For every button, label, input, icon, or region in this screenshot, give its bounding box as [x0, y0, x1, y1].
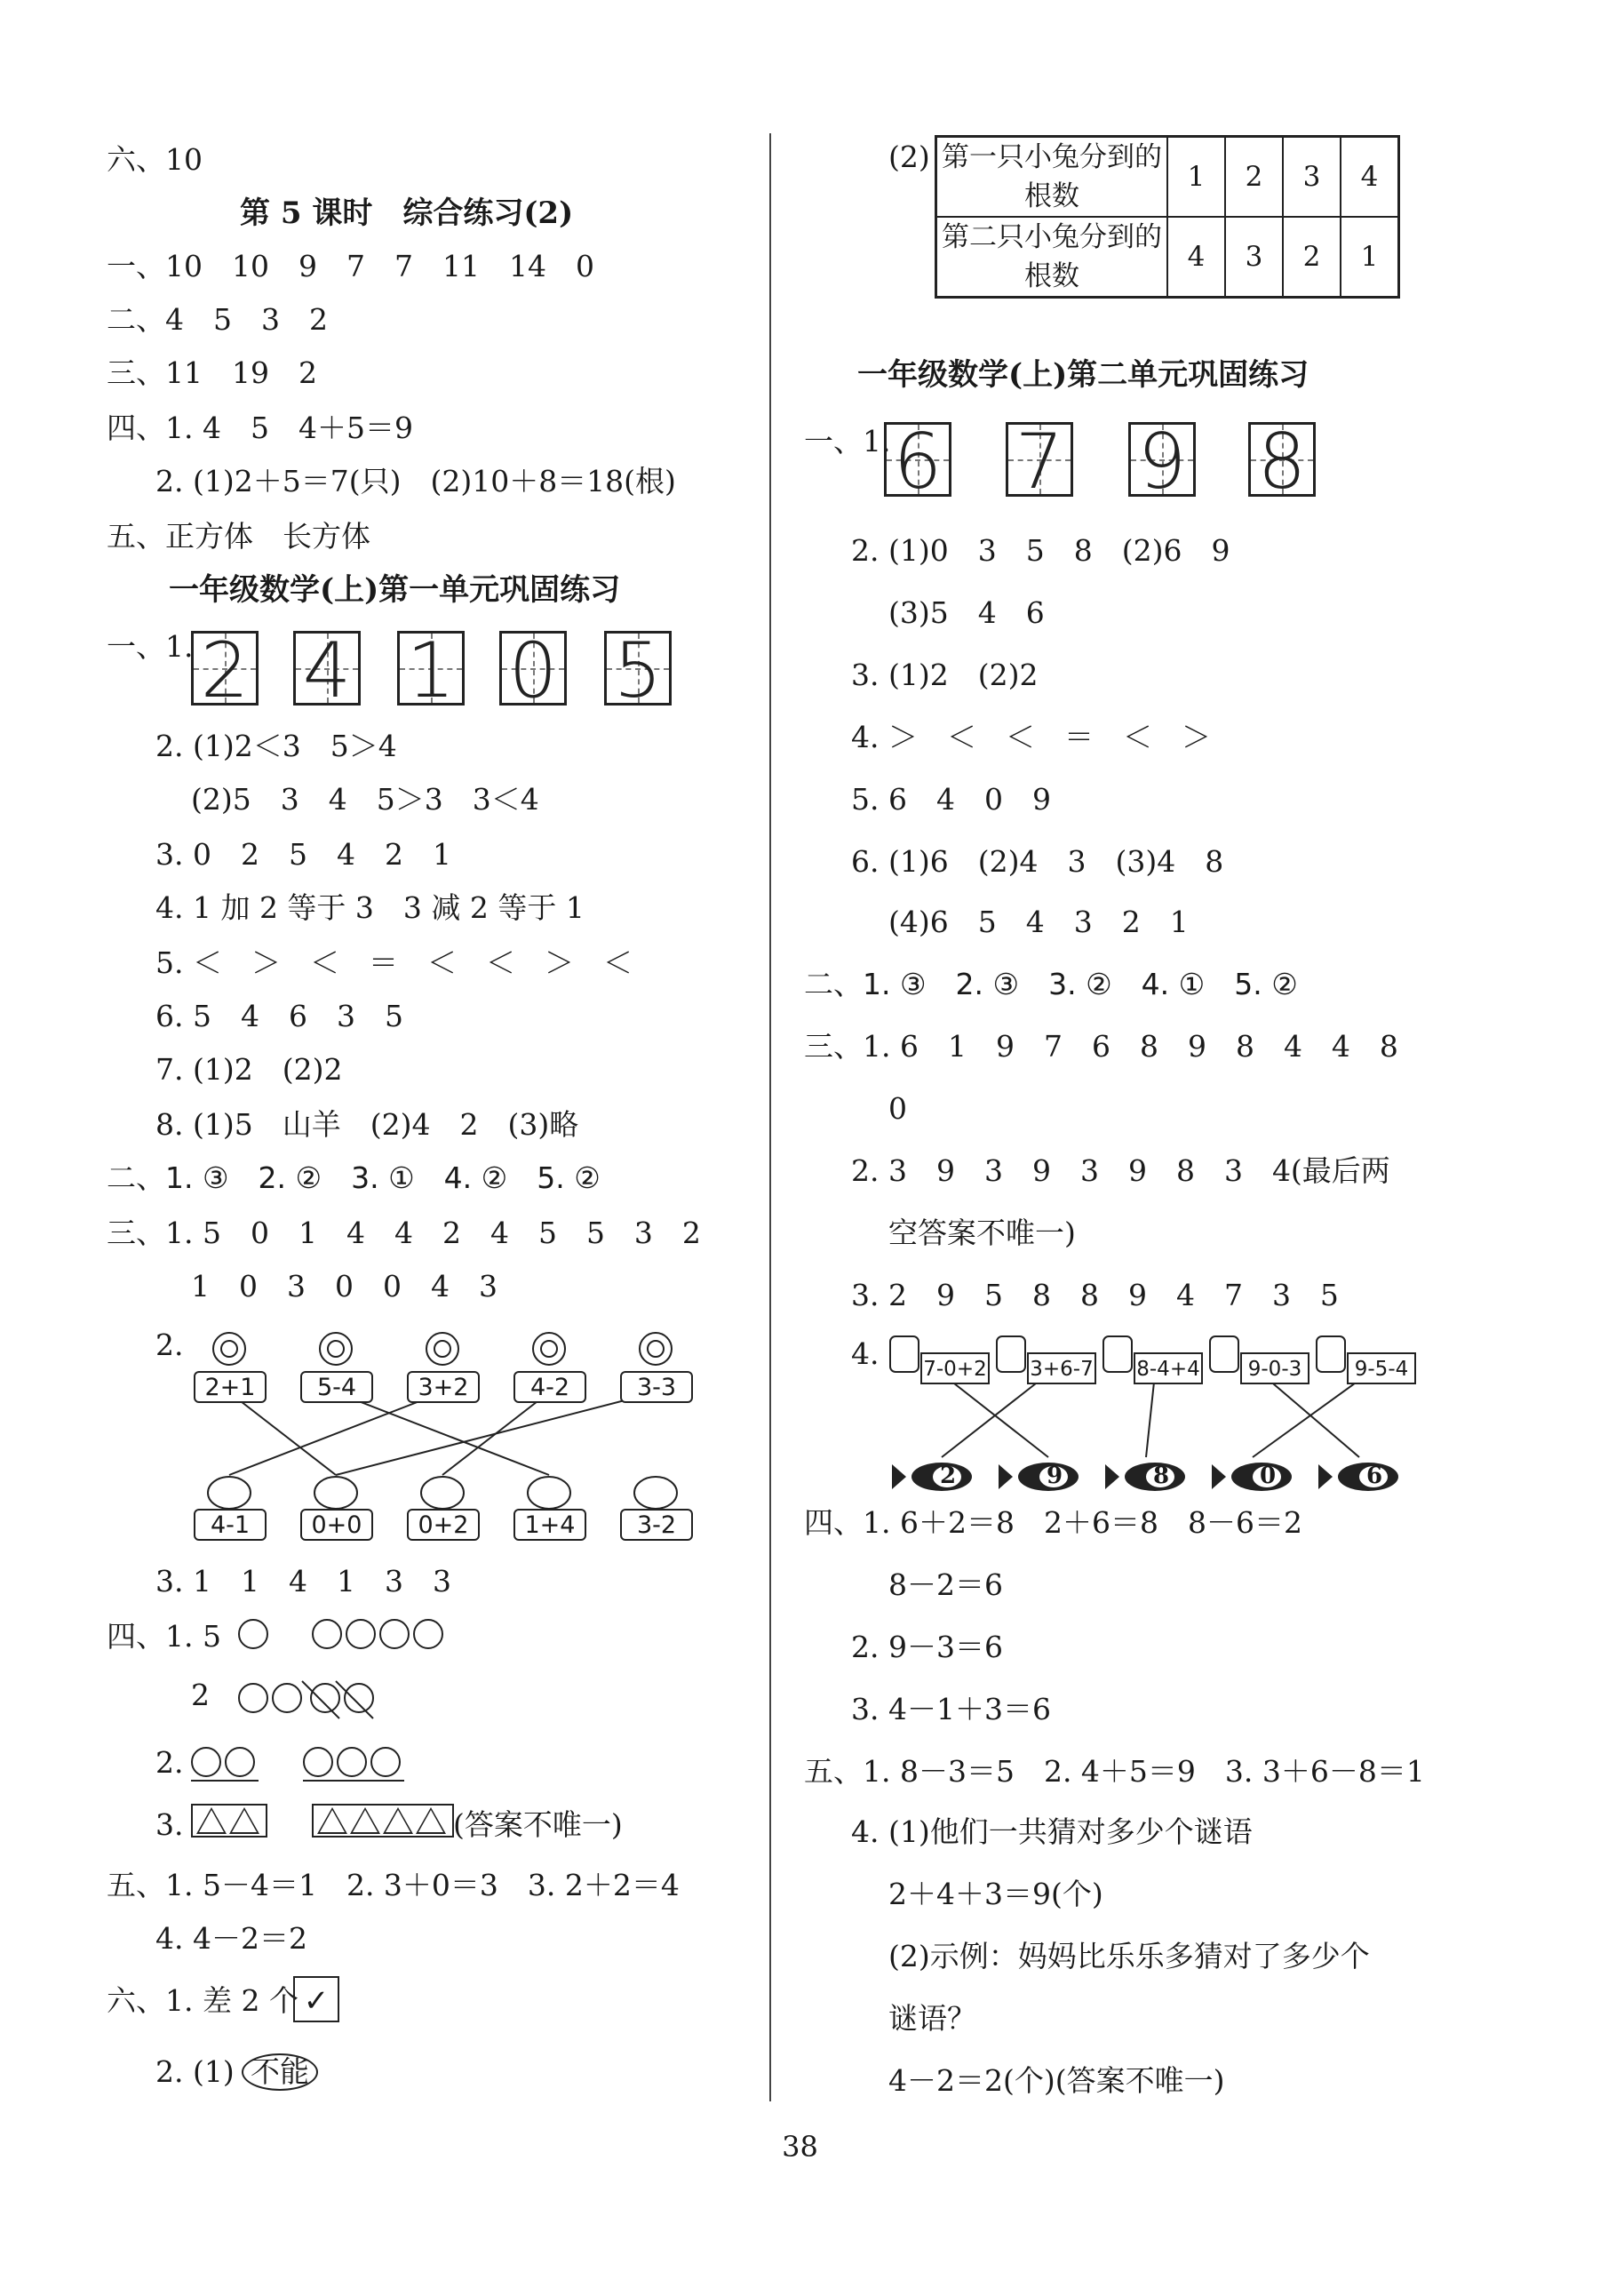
column-divider — [769, 133, 771, 2101]
answer-line: 2. (1)2＋5＝7(只) (2)10＋8＝18(根) — [155, 464, 676, 498]
fish-number: 2 — [939, 1463, 957, 1489]
answer-line: 5. ＜ ＞ ＜ ＝ ＜ ＜ ＞ ＜ — [155, 945, 633, 980]
table-cell: 2 — [1283, 217, 1341, 298]
circle-group-crossed — [238, 1683, 378, 1713]
writing-box: 0 — [499, 631, 567, 706]
answer-line: 四、1. 4 5 4＋5＝9 — [107, 411, 413, 445]
answer-line: 1 0 3 0 0 4 3 — [191, 1269, 498, 1303]
answer-line: 2＋4＋3＝9(个) — [888, 1877, 1103, 1911]
answer-line: 4－2＝2(个)(答案不唯一) — [888, 2063, 1225, 2098]
circle-shape — [346, 1619, 376, 1649]
answer-line: 四、1. 6＋2＝8 2＋6＝8 8－6＝2 — [804, 1505, 1302, 1540]
answer-line: 3. 4－1＋3＝6 — [851, 1692, 1051, 1726]
pig-tag: 1+4 — [513, 1509, 586, 1541]
snail-tag: 5-4 — [300, 1371, 373, 1403]
circle-shape — [312, 1619, 342, 1649]
circle-shape — [225, 1747, 255, 1777]
answer-line: 五、1. 8－3＝5 2. 4＋5＝9 3. 3＋6－8＝1 — [804, 1754, 1425, 1789]
oval-answer: 不能 — [242, 2053, 318, 2091]
answer-line: 2. — [155, 1327, 184, 1362]
answer-line: 2 — [191, 1678, 210, 1712]
answer-line: 8－2＝6 — [888, 1567, 1003, 1602]
line-liu-10: 六、10 — [107, 142, 203, 177]
snail-tag: 2+1 — [194, 1371, 267, 1403]
pig-tag: 0+2 — [407, 1509, 480, 1541]
answer-line: 二、1. ③ 2. ③ 3. ② 4. ① 5. ② — [804, 967, 1298, 1001]
answer-line: 三、1. 6 1 9 7 6 8 9 8 4 4 8 — [804, 1029, 1398, 1064]
answer-line: (2)5 3 4 5＞3 3＜4 — [191, 782, 539, 817]
answer-line: (4)6 5 4 3 2 1 — [888, 905, 1189, 939]
oval-answer-wrap — [242, 2053, 318, 2092]
answer-line: 6. 5 4 6 3 5 — [155, 999, 403, 1033]
pig-tag: 3-2 — [620, 1509, 693, 1541]
answer-line: 二、4 5 3 2 — [107, 302, 328, 337]
pig-tag: 4-1 — [194, 1509, 267, 1541]
answer-line: (3)5 4 6 — [888, 595, 1045, 630]
rabbit-table — [935, 135, 1400, 299]
answer-line: 3. 2 9 5 8 8 9 4 7 3 5 — [851, 1278, 1339, 1312]
snail-tag: 4-2 — [513, 1371, 586, 1403]
underlined-circles — [191, 1747, 404, 1782]
fish-number: 6 — [1365, 1463, 1383, 1489]
writing-box: 4 — [293, 631, 361, 706]
answer-line: 2. — [155, 1745, 184, 1780]
answer-line: 二、1. ③ 2. ② 3. ① 4. ② 5. ② — [107, 1160, 601, 1195]
table-row — [936, 137, 1399, 218]
circle-shape — [191, 1747, 221, 1777]
circle-shape — [337, 1747, 367, 1777]
answer-line: 6. (1)6 (2)4 3 (3)4 8 — [851, 844, 1224, 879]
answer-note: (答案不唯一) — [453, 1807, 623, 1842]
circle-group — [238, 1619, 447, 1649]
answer-line: 一、1. — [107, 629, 194, 664]
answer-line: 3. 1 1 4 1 3 3 — [155, 1564, 451, 1598]
circle-shape — [413, 1619, 443, 1649]
table-cell: 3 — [1225, 217, 1283, 298]
unit2-title: 一年级数学(上)第二单元巩固练习 — [857, 357, 1309, 393]
matching-lines — [187, 1324, 720, 1582]
answer-line: 0 — [888, 1091, 907, 1126]
answer-line: 4. — [851, 1336, 880, 1371]
answer-line: 5. 6 4 0 9 — [851, 782, 1051, 817]
writing-box: 6 — [884, 422, 951, 497]
writing-box: 5 — [604, 631, 672, 706]
circle-shape — [370, 1747, 401, 1777]
answer-line: 2. (1) — [155, 2054, 235, 2089]
answer-line: 7. (1)2 (2)2 — [155, 1052, 343, 1087]
answer-line: 3. — [155, 1807, 184, 1842]
cat-tag: 8-4+4 — [1134, 1352, 1203, 1384]
answer-line: 一、1. — [804, 424, 891, 458]
answer-line: 四、1. 5 — [107, 1619, 221, 1654]
answer-line: 3. (1)2 (2)2 — [851, 658, 1039, 692]
triangle-boxes — [191, 1804, 454, 1838]
answer-line: 六、1. 差 2 个 — [107, 1983, 299, 2018]
circle-shape — [238, 1619, 268, 1649]
writing-box: 1 — [397, 631, 465, 706]
table-row-label: 第一只小兔分到的根数 — [936, 137, 1168, 218]
answer-line: 五、1. 5－4＝1 2. 3＋0＝3 3. 2＋2＝4 — [107, 1868, 680, 1902]
answer-line: 4. ＞ ＜ ＜ ＝ ＜ ＞ — [851, 720, 1211, 754]
table-cell: 2 — [1225, 137, 1283, 218]
cat-tag: 7-0+2 — [920, 1352, 990, 1384]
answer-line: 8. (1)5 山羊 (2)4 2 (3)略 — [155, 1107, 579, 1142]
answer-line: 空答案不唯一) — [888, 1216, 1076, 1250]
answer-line: 4. 1 加 2 等于 3 3 减 2 等于 1 — [155, 890, 585, 925]
fish-number: 0 — [1259, 1463, 1277, 1489]
writing-box: 9 — [1128, 422, 1196, 497]
table-cell: 4 — [1341, 137, 1399, 218]
circle-shape — [379, 1619, 410, 1649]
cat-tag: 3+6-7 — [1027, 1352, 1096, 1384]
triangle-box — [191, 1804, 267, 1838]
snail-tag: 3-3 — [620, 1371, 693, 1403]
writing-box: 8 — [1248, 422, 1316, 497]
table-row-label: 第二只小兔分到的根数 — [936, 217, 1168, 298]
answer-line: 三、1. 5 0 1 4 4 2 4 5 5 3 2 — [107, 1216, 701, 1250]
circle-shape — [303, 1747, 333, 1777]
answer-line: 2. (1)2＜3 5＞4 — [155, 729, 397, 763]
lesson-title: 第 5 课时 综合练习(2) — [240, 195, 574, 231]
answer-line: 3. 0 2 5 4 2 1 — [155, 837, 451, 872]
answer-line: (2) — [888, 140, 930, 174]
answer-line: (2)示例：妈妈比乐乐多猜对了多少个 — [888, 1939, 1370, 1973]
writing-box: 2 — [191, 631, 259, 706]
cat-tag: 9-5-4 — [1347, 1352, 1416, 1384]
table-cell: 4 — [1167, 217, 1225, 298]
answer-line: 五、正方体 长方体 — [107, 519, 370, 554]
table-cell: 1 — [1341, 217, 1399, 298]
fish-number: 8 — [1152, 1463, 1170, 1489]
answer-line: 谜语？ — [888, 2001, 976, 2036]
page-number: 38 — [782, 2130, 818, 2164]
answer-line: 三、11 19 2 — [107, 355, 317, 390]
answer-line: 4. (1)他们一共猜对多少个谜语 — [851, 1814, 1253, 1849]
pig-tag: 0+0 — [300, 1509, 373, 1541]
answer-line: 2. 9－3＝6 — [851, 1630, 1003, 1664]
cross-marks — [238, 1678, 416, 1722]
triangle-box — [312, 1804, 454, 1838]
fish-number: 9 — [1046, 1463, 1063, 1489]
writing-box: 7 — [1006, 422, 1073, 497]
answer-line: 一、10 10 9 7 7 11 14 0 — [107, 249, 594, 283]
table-cell: 3 — [1283, 137, 1341, 218]
check-box: ✓ — [293, 1976, 339, 2022]
table-cell: 1 — [1167, 137, 1225, 218]
snail-tag: 3+2 — [407, 1371, 480, 1403]
answer-line: 2. (1)0 3 5 8 (2)6 9 — [851, 533, 1230, 568]
answer-line: 2. 3 9 3 9 3 9 8 3 4(最后两 — [851, 1153, 1390, 1188]
cat-tag: 9-0-3 — [1240, 1352, 1309, 1384]
table-row — [936, 217, 1399, 298]
answer-line: 4. 4－2＝2 — [155, 1921, 307, 1956]
unit1-title: 一年级数学(上)第一单元巩固练习 — [169, 572, 621, 608]
